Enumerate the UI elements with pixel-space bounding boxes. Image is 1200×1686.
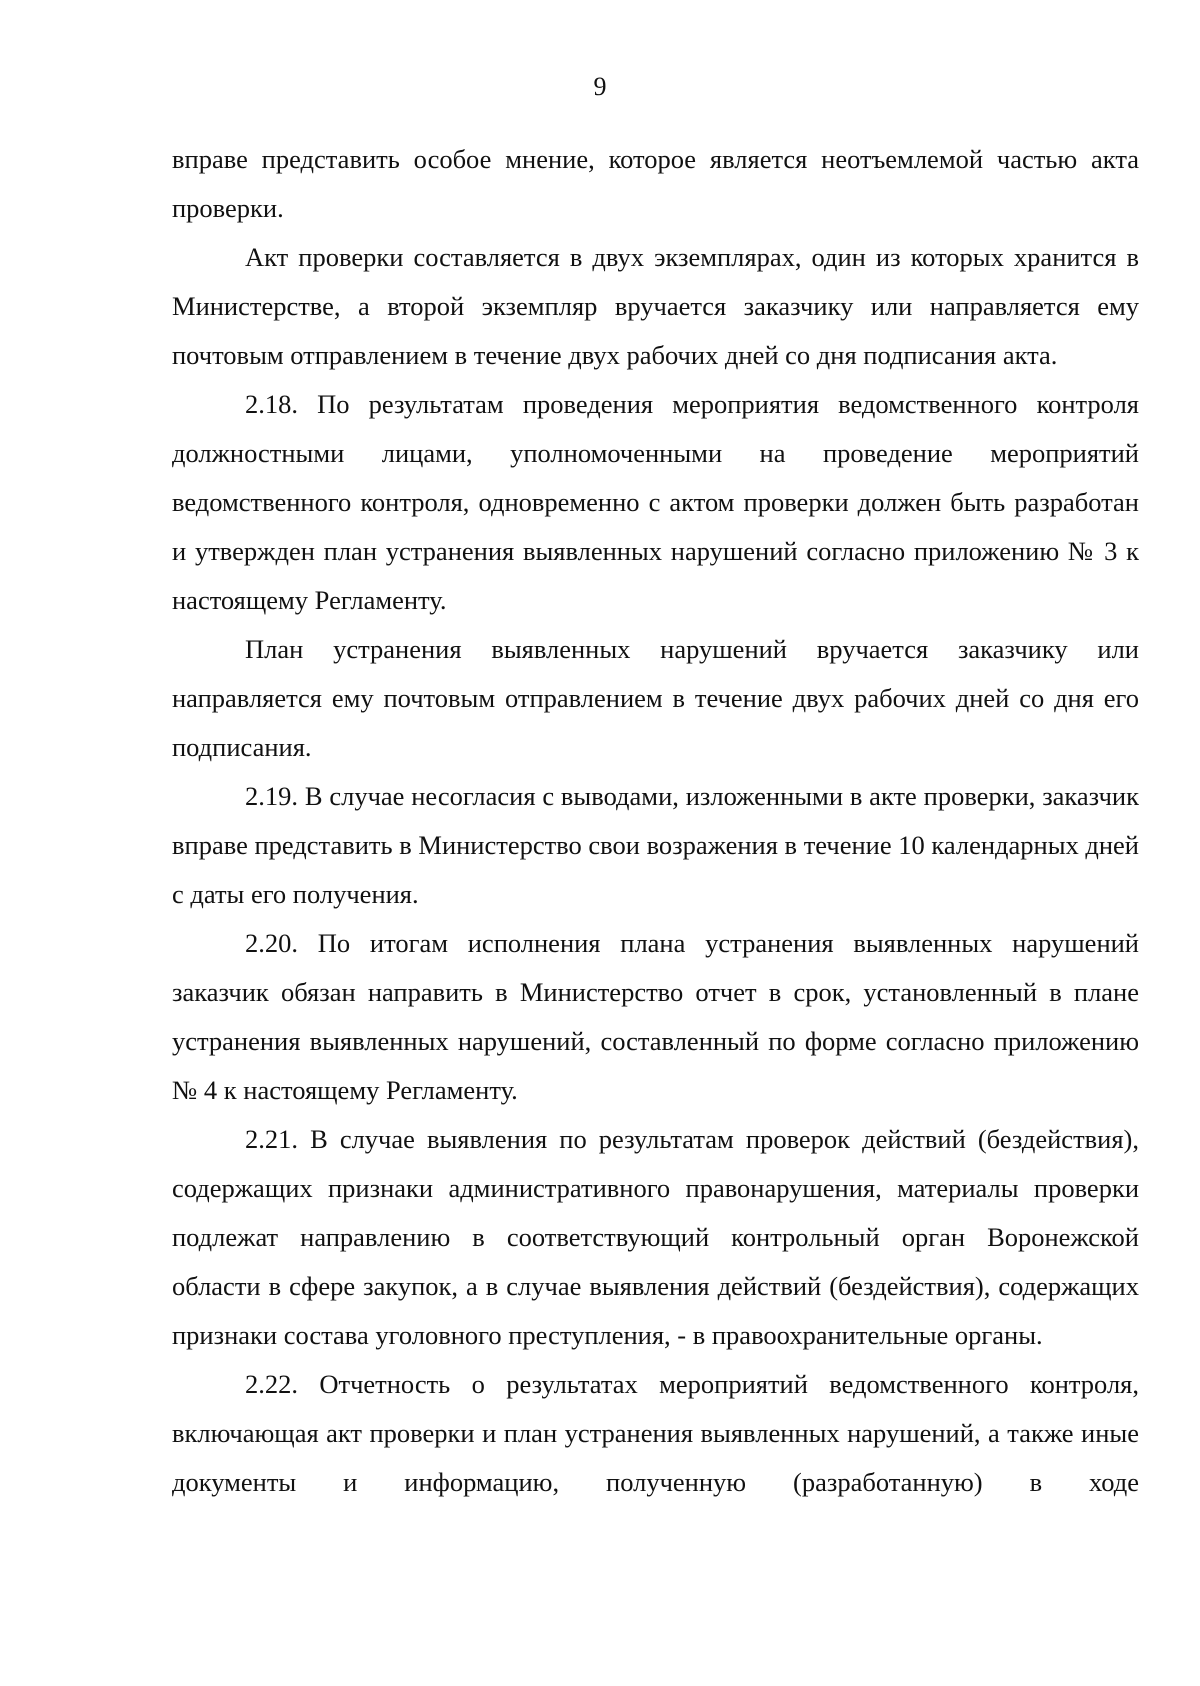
paragraph-2-21: 2.21. В случае выявления по результатам проверок действий (бездействия), содержащих признаки административного правонарушения, материалы проверки подлежат направлению в соответствующий контрольный орган Воронежской области в сфере закупок, а в случае выявления действий (бездействия), содержащих признаки состава уголовного преступления, - в правоохранительные органы. [172,1124,1139,1350]
paragraph-2-18: 2.18. По результатам проведения мероприятия ведомственного контроля должностными лицами, уполномоченными на проведение мероприятий ведомственного контроля, одновременно с актом проверки должен быть разработан и утвержден план устранения выявленных нарушений согласно приложению № 3 к настоящему Регламенту. [172,389,1139,615]
paragraph-act-copies: Акт проверки составляется в двух экземплярах, один из которых хранится в Министерстве, а второй экземпляр вручается заказчику или направляется ему почтовым отправлением в течение двух рабочих дней со дня подписания акта. [172,242,1139,370]
paragraph-2-22: 2.22. Отчетность о результатах мероприятий ведомственного контроля, включающая акт проверки и план устранения выявленных нарушений, а также иные документы и информацию, полученную (разработанную) в ходе [172,1369,1139,1497]
paragraph-plan-delivery: План устранения выявленных нарушений вручается заказчику или направляется ему почтовым отправлением в течение двух рабочих дней со дня его подписания. [172,634,1139,762]
paragraph-2-20: 2.20. По итогам исполнения плана устранения выявленных нарушений заказчик обязан направить в Министерство отчет в срок, установленный в плане устранения выявленных нарушений, составленный по форме согласно приложению № 4 к настоящему Регламенту. [172,928,1139,1105]
paragraph-2-19: 2.19. В случае несогласия с выводами, изложенными в акте проверки, заказчик вправе представить в Министерство свои возражения в течение 10 календарных дней с даты его получения. [172,781,1139,909]
paragraph-continuation: вправе представить особое мнение, которое является неотъемлемой частью акта проверки. [172,144,1139,223]
body-text [172,135,1139,1507]
page-number: 9 [593,72,607,101]
